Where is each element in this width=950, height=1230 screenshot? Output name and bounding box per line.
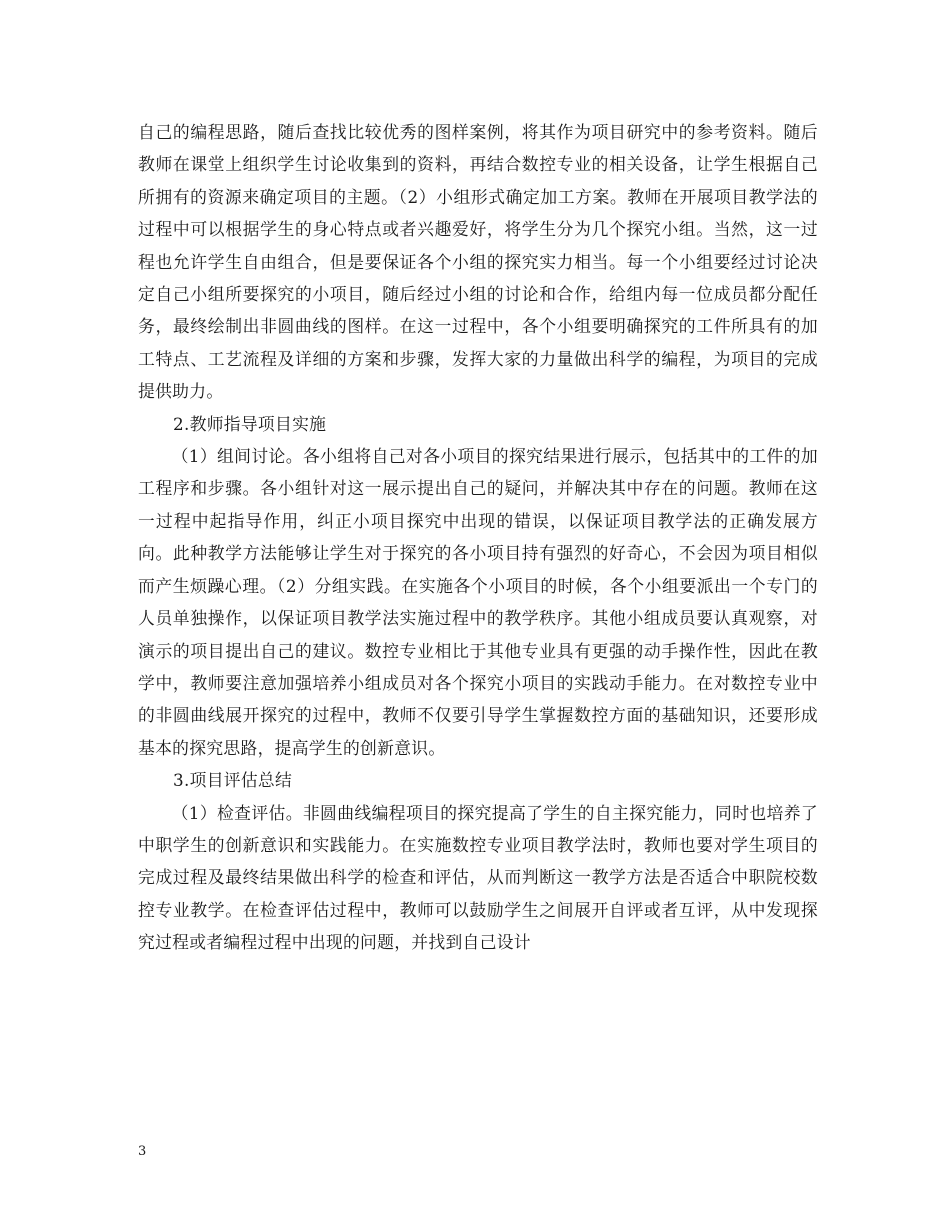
page-number: 3 xyxy=(138,1144,147,1159)
paragraph-group-discussion: （1）组间讨论。各小组将自己对各小项目的探究结果进行展示，包括其中的工件的加工程序和步骤。各小组针对这一展示提出自己的疑问，并解决其中存在的问题。教师在这一过程中起指导作用，纠正小项目探究中出现的错误，以保证项目教学法的正确发展方向。此种教学方法能够让学生对于探究的各小项目持有强烈的好奇心，不会因为项目相似而产生烦躁心理。（2）分组实践。在实施各个小项目的时候，各个小组要派出一个专门的人员单独操作，以保证项目教学法实施过程中的教学秩序。其他小组成员要认真观察，对演示的项目提出自己的建议。数控专业相比于其他专业具有更强的动手操作性，因此在教学中，教师要注意加强培养小组成员对各个探究小项目的实践动手能力。在对数控专业中的非圆曲线展开探究的过程中，教师不仅要引导学生掌握数控方面的基础知识，还要形成基本的探究思路，提高学生的创新意识。 xyxy=(138,446,818,758)
body-text xyxy=(138,116,818,959)
paragraph-continued: 自己的编程思路，随后查找比较优秀的图样案例，将其作为项目研究中的参考资料。随后教师在课堂上组织学生讨论收集到的资料，再结合数控专业的相关设备，让学生根据自己所拥有的资源来确定项目的主题。（2）小组形式确定加工方案。教师在开展项目教学法的过程中可以根据学生的身心特点或者兴趣爱好，将学生分为几个探究小组。当然，这一过程也允许学生自由组合，但是要保证各个小组的探究实力相当。每一个小组要经过讨论决定自己小组所要探究的小项目，随后经过小组的讨论和合作，给组内每一位成员都分配任务，最终绘制出非圆曲线的图样。在这一过程中，各个小组要明确探究的工件所具有的加工特点、工艺流程及详细的方案和步骤，发挥大家的力量做出科学的编程，为项目的完成提供助力。 xyxy=(138,122,818,402)
paragraph-inspection-evaluation: （1）检查评估。非圆曲线编程项目的探究提高了学生的自主探究能力，同时也培养了中职学生的创新意识和实践能力。在实施数控专业项目教学法时，教师也要对学生项目的完成过程及最终结果做出科学的检查和评估，从而判断这一教学方法是否适合中职院校数控专业教学。在检查评估过程中，教师可以鼓励学生之间展开自评或者互评，从中发现探究过程或者编程过程中出现的问题，并找到自己设计 xyxy=(138,802,818,953)
section-heading-3: 3.项目评估总结 xyxy=(173,770,293,791)
section-heading-2: 2.教师指导项目实施 xyxy=(173,413,327,434)
